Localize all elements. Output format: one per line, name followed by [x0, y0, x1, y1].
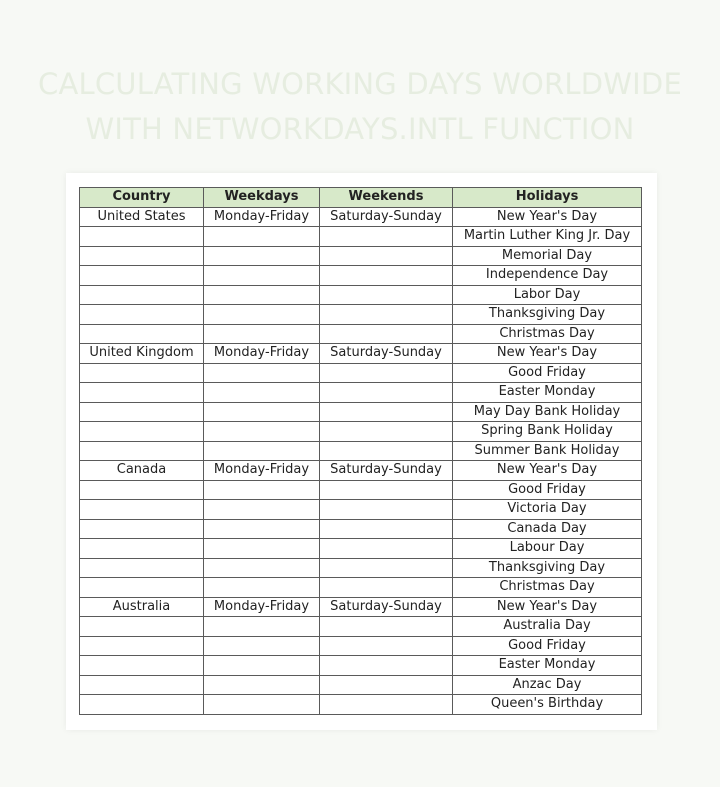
weekdays-cell	[204, 363, 320, 383]
holiday-cell: Good Friday	[453, 480, 642, 500]
table-row	[80, 578, 642, 598]
weekdays-cell	[204, 422, 320, 442]
weekends-cell: Saturday-Sunday	[320, 207, 453, 227]
weekends-cell	[320, 500, 453, 520]
holiday-cell: Summer Bank Holiday	[453, 441, 642, 461]
header-country: Country	[80, 188, 204, 208]
holiday-cell: New Year's Day	[453, 207, 642, 227]
header-weekends: Weekends	[320, 188, 453, 208]
weekends-cell: Saturday-Sunday	[320, 461, 453, 481]
table-row	[80, 480, 642, 500]
weekends-cell: Saturday-Sunday	[320, 344, 453, 364]
country-cell	[80, 500, 204, 520]
country-cell	[80, 636, 204, 656]
country-cell	[80, 617, 204, 637]
weekends-cell	[320, 422, 453, 442]
weekdays-cell: Monday-Friday	[204, 344, 320, 364]
country-cell	[80, 422, 204, 442]
holiday-cell: Easter Monday	[453, 656, 642, 676]
weekends-cell	[320, 539, 453, 559]
holiday-cell: Anzac Day	[453, 675, 642, 695]
weekends-cell	[320, 324, 453, 344]
table-row	[80, 441, 642, 461]
weekdays-cell	[204, 402, 320, 422]
holiday-cell: Spring Bank Holiday	[453, 422, 642, 442]
country-cell	[80, 441, 204, 461]
weekends-cell	[320, 636, 453, 656]
holiday-cell: Memorial Day	[453, 246, 642, 266]
table-row	[80, 246, 642, 266]
holidays-table	[79, 187, 642, 715]
country-cell	[80, 324, 204, 344]
holiday-cell: New Year's Day	[453, 344, 642, 364]
header-weekdays: Weekdays	[204, 188, 320, 208]
table-row	[80, 519, 642, 539]
holiday-cell: Independence Day	[453, 266, 642, 286]
country-cell	[80, 675, 204, 695]
table-row	[80, 344, 642, 364]
weekdays-cell	[204, 285, 320, 305]
table-row	[80, 305, 642, 325]
title-line-2: WITH NETWORKDAYS.INTL FUNCTION	[85, 112, 635, 146]
header-holidays: Holidays	[453, 188, 642, 208]
holiday-cell: Christmas Day	[453, 578, 642, 598]
weekdays-cell	[204, 500, 320, 520]
title-line-1: CALCULATING WORKING DAYS WORLDWIDE	[38, 67, 682, 101]
page-title	[0, 62, 720, 152]
country-cell	[80, 578, 204, 598]
country-cell: Australia	[80, 597, 204, 617]
holiday-cell: Martin Luther King Jr. Day	[453, 227, 642, 247]
table-row	[80, 207, 642, 227]
country-cell: United Kingdom	[80, 344, 204, 364]
table-row	[80, 656, 642, 676]
weekends-cell	[320, 558, 453, 578]
holiday-cell: New Year's Day	[453, 597, 642, 617]
weekends-cell	[320, 617, 453, 637]
weekends-cell	[320, 266, 453, 286]
weekdays-cell	[204, 227, 320, 247]
weekends-cell	[320, 578, 453, 598]
country-cell	[80, 539, 204, 559]
weekends-cell	[320, 656, 453, 676]
table-row	[80, 227, 642, 247]
table-row	[80, 636, 642, 656]
country-cell	[80, 383, 204, 403]
country-cell	[80, 285, 204, 305]
country-cell	[80, 519, 204, 539]
weekdays-cell	[204, 656, 320, 676]
country-cell	[80, 558, 204, 578]
table-row	[80, 500, 642, 520]
holiday-cell: Thanksgiving Day	[453, 305, 642, 325]
weekdays-cell	[204, 675, 320, 695]
country-cell	[80, 695, 204, 715]
weekends-cell	[320, 285, 453, 305]
holiday-cell: Good Friday	[453, 363, 642, 383]
country-cell	[80, 227, 204, 247]
country-cell	[80, 363, 204, 383]
weekends-cell	[320, 305, 453, 325]
table-row	[80, 539, 642, 559]
holiday-cell: Labour Day	[453, 539, 642, 559]
weekdays-cell	[204, 324, 320, 344]
table-row	[80, 363, 642, 383]
holiday-cell: Victoria Day	[453, 500, 642, 520]
country-cell	[80, 246, 204, 266]
country-cell	[80, 402, 204, 422]
weekdays-cell	[204, 617, 320, 637]
table-row	[80, 285, 642, 305]
table-row	[80, 461, 642, 481]
weekdays-cell: Monday-Friday	[204, 207, 320, 227]
table-row	[80, 597, 642, 617]
weekdays-cell	[204, 519, 320, 539]
table-row	[80, 383, 642, 403]
table-row	[80, 558, 642, 578]
weekdays-cell: Monday-Friday	[204, 461, 320, 481]
country-cell	[80, 266, 204, 286]
weekdays-cell	[204, 246, 320, 266]
weekdays-cell	[204, 305, 320, 325]
table-row	[80, 675, 642, 695]
weekdays-cell	[204, 558, 320, 578]
weekends-cell	[320, 246, 453, 266]
holiday-cell: Queen's Birthday	[453, 695, 642, 715]
holiday-cell: Labor Day	[453, 285, 642, 305]
holiday-cell: Canada Day	[453, 519, 642, 539]
weekends-cell	[320, 695, 453, 715]
table-row	[80, 402, 642, 422]
header-row	[80, 188, 642, 208]
weekdays-cell	[204, 383, 320, 403]
holiday-cell: New Year's Day	[453, 461, 642, 481]
weekdays-cell	[204, 441, 320, 461]
holiday-cell: Australia Day	[453, 617, 642, 637]
weekdays-cell	[204, 578, 320, 598]
table-row	[80, 695, 642, 715]
table-body	[80, 207, 642, 714]
table-row	[80, 324, 642, 344]
weekdays-cell: Monday-Friday	[204, 597, 320, 617]
weekdays-cell	[204, 539, 320, 559]
holiday-cell: Good Friday	[453, 636, 642, 656]
holiday-cell: Easter Monday	[453, 383, 642, 403]
weekdays-cell	[204, 266, 320, 286]
weekends-cell	[320, 383, 453, 403]
weekends-cell	[320, 480, 453, 500]
weekends-cell	[320, 402, 453, 422]
country-cell	[80, 305, 204, 325]
country-cell	[80, 656, 204, 676]
country-cell	[80, 480, 204, 500]
weekdays-cell	[204, 695, 320, 715]
holiday-cell: Thanksgiving Day	[453, 558, 642, 578]
table-row	[80, 422, 642, 442]
holiday-cell: Christmas Day	[453, 324, 642, 344]
weekends-cell	[320, 519, 453, 539]
table-row	[80, 266, 642, 286]
country-cell: Canada	[80, 461, 204, 481]
weekends-cell: Saturday-Sunday	[320, 597, 453, 617]
weekends-cell	[320, 227, 453, 247]
weekends-cell	[320, 363, 453, 383]
table-row	[80, 617, 642, 637]
weekdays-cell	[204, 480, 320, 500]
holiday-cell: May Day Bank Holiday	[453, 402, 642, 422]
weekdays-cell	[204, 636, 320, 656]
country-cell: United States	[80, 207, 204, 227]
weekends-cell	[320, 675, 453, 695]
weekends-cell	[320, 441, 453, 461]
